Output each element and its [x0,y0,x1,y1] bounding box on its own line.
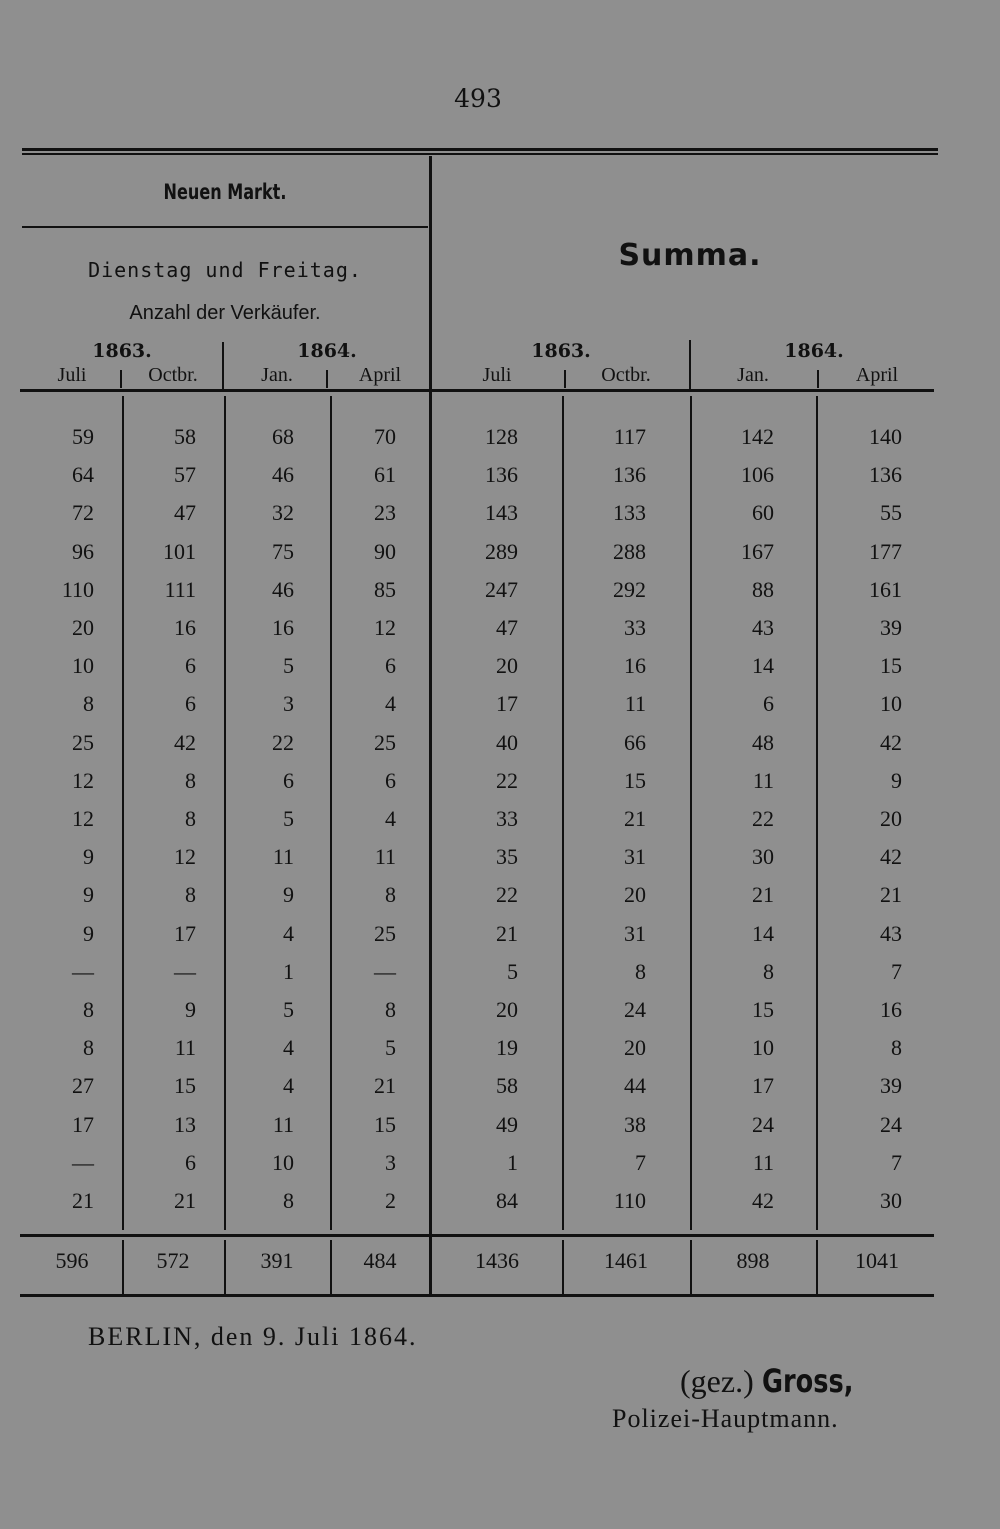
table-cell: 142 [741,424,774,449]
table-cell: 288 [613,538,646,564]
table-cell: 12 [72,767,94,793]
table-cell: 11 [624,691,646,717]
table-cell: 9 [83,844,94,870]
table-cell: 10 [880,691,902,717]
table-cell: 42 [880,729,902,755]
table-cell: 16 [880,997,902,1022]
table-cell: 11 [752,1149,774,1175]
table-cell: 1 [507,1149,518,1175]
table-cell: 5 [283,806,294,831]
table-cell: 128 [485,424,518,449]
table-cell: 6 [283,767,294,793]
table-cell: 47 [174,500,196,526]
table-cell: 101 [163,538,196,564]
month-label: April [358,364,402,386]
table-cell: 38 [624,1111,646,1137]
table-cell: 289 [485,538,518,564]
table-cell: 20 [624,882,646,908]
table-cell: 47 [496,615,518,640]
totals-top-rule [20,1234,934,1237]
table-cell: 42 [880,844,902,870]
table-cell: 17 [72,1111,94,1137]
table-cell: 25 [374,920,396,946]
table-cell: 40 [496,729,518,755]
table-cell: 4 [283,1073,294,1099]
table-cell: 8 [185,806,196,831]
month-divider [817,370,819,388]
table-cell: 30 [752,844,774,870]
place-date: BERLIN, den 9. Juli 1864. [88,1322,418,1351]
market-days: Dienstag und Freitag. [88,258,362,282]
table-cell: 292 [613,576,646,602]
table-cell: 136 [613,462,646,488]
table-cell: 60 [752,500,774,526]
table-cell: 20 [624,1035,646,1061]
table-cell: 17 [496,691,518,717]
table-cell: 9 [83,882,94,908]
table-cell: 5 [507,958,518,984]
table-cell: 17 [174,920,196,946]
table-cell: 13 [174,1111,196,1137]
table-cell: 5 [283,997,294,1022]
total-cell: 898 [736,1248,770,1273]
table-cell: 39 [880,615,902,640]
month-label: Juli [482,364,512,386]
table-cell: 9 [185,997,196,1022]
signature-line [680,1362,876,1400]
table-cell: 57 [174,462,196,488]
table-cell: 61 [374,462,396,488]
table-cell: 90 [374,538,396,564]
total-cell: 1436 [475,1248,519,1273]
month-label: Jan. [261,364,293,386]
table-cell: 11 [374,844,396,870]
table-cell: 6 [385,653,396,679]
table-cell: 6 [185,653,196,679]
table-cell: 7 [635,1149,646,1175]
table-cell: 136 [869,462,902,488]
table-cell: 19 [496,1035,518,1061]
table-cell: 20 [496,997,518,1022]
signer-title: Polizei-Hauptmann. [612,1404,839,1433]
year-divider [689,340,691,390]
header-divider [22,226,428,228]
table-cell: 4 [385,806,396,831]
table-cell: 111 [164,576,196,602]
table-cell: 9 [83,920,94,946]
table-cell: 23 [374,500,396,526]
table-cell: 75 [272,538,294,564]
table-cell: 4 [283,1035,294,1061]
table-cell: 167 [741,538,774,564]
table-cell: 2 [385,1188,396,1213]
year-label: 1863. [92,340,152,362]
table-cell: 15 [174,1073,196,1099]
table-cell: 106 [741,462,774,488]
table-cell: 3 [283,691,294,717]
table-cell: 12 [174,844,196,870]
table-cell: 22 [496,767,518,793]
table-cell: 10 [752,1035,774,1061]
month-divider [564,370,566,388]
month-label: Octbr. [601,364,651,386]
table-cell: 8 [83,1035,94,1061]
table-cell: 72 [72,500,94,526]
table-cell: 15 [374,1111,396,1137]
table-cell: 24 [880,1111,902,1137]
table-cell: 46 [272,576,294,602]
table-cell: 85 [374,576,396,602]
table-cell: 14 [752,653,774,679]
table-cell: 20 [880,806,902,831]
top-rule [22,148,938,151]
total-cell: 1461 [604,1248,648,1273]
table-cell: 10 [272,1149,294,1175]
table-cell: 64 [72,462,94,488]
month-label: Juli [57,364,87,386]
table-cell: 177 [869,538,902,564]
table-cell: 58 [496,1073,518,1099]
table-cell: 21 [374,1073,396,1099]
table-cell: 11 [174,1035,196,1061]
table-cell: 21 [72,1188,94,1213]
table-cell: 6 [185,1149,196,1175]
table-cell: 15 [880,653,902,679]
table-cell: 24 [624,997,646,1022]
table-cell: 6 [385,767,396,793]
table-cell: 8 [83,691,94,717]
table-cell: 140 [869,424,902,449]
month-divider [120,370,122,388]
table-cell: 4 [385,691,396,717]
table-cell: 11 [272,844,294,870]
totals-bottom-rule [20,1294,934,1297]
table-cell: 8 [185,767,196,793]
table-cell: 9 [283,882,294,908]
table-cell: 21 [496,920,518,946]
table-cell: — [72,1149,94,1175]
table-cell: 6 [763,691,774,717]
table-cell: 20 [72,615,94,640]
table-cell: 117 [613,424,646,449]
table-cell: 42 [174,729,196,755]
market-title: Neuen Markt. [163,180,287,204]
table-cell: 8 [635,958,646,984]
table-cell: 24 [752,1111,774,1137]
table-cell: 8 [763,958,774,984]
table-cell: 8 [385,997,396,1022]
main-divider [429,156,432,390]
month-label: Octbr. [148,364,198,386]
table-cell: — [72,958,94,984]
table-cell: 22 [496,882,518,908]
table-cell: 59 [72,424,94,449]
table-cell: 70 [374,424,396,449]
table-cell: 31 [624,844,646,870]
table-cell: 5 [385,1035,396,1061]
month-divider [326,370,328,388]
table-cell: 3 [385,1149,396,1175]
total-cell: 572 [156,1248,190,1273]
table-cell: 9 [891,767,902,793]
table-cell: 88 [752,576,774,602]
year-divider [222,342,224,390]
table-cell: 15 [624,767,646,793]
total-cell: 596 [55,1248,89,1273]
table-cell: 133 [613,500,646,526]
total-cell: 391 [260,1248,294,1273]
gez-label: (gez.) [680,1363,754,1399]
table-cell: 35 [496,844,518,870]
table-cell: 8 [283,1188,294,1213]
table-cell: 43 [752,615,774,640]
table-cell: 161 [869,576,902,602]
page-number: 493 [454,84,502,113]
table-cell: 7 [891,958,902,984]
table-cell: 17 [752,1073,774,1099]
top-rule-2 [22,153,938,155]
table-cell: — [174,958,196,984]
table-cell: 12 [72,806,94,831]
table-cell: — [374,958,396,984]
table-cell: 16 [174,615,196,640]
table-cell: 1 [283,958,294,984]
table-cell: 11 [752,767,774,793]
table-cell: 31 [624,920,646,946]
table-cell: 4 [283,920,294,946]
total-cell: 484 [363,1248,397,1273]
header-bottom-rule [20,389,934,392]
table-cell: 247 [485,576,518,602]
table-cell: 22 [752,806,774,831]
table-cell: 42 [752,1188,774,1213]
table-cell: 30 [880,1188,902,1213]
table-cell: 22 [272,729,294,755]
table-cell: 55 [880,500,902,526]
table-cell: 14 [752,920,774,946]
table-cell: 11 [272,1111,294,1137]
table-cell: 25 [72,729,94,755]
month-label: Jan. [737,364,769,386]
table-cell: 44 [624,1073,646,1099]
table-cell: 68 [272,424,294,449]
table-cell: 16 [272,615,294,640]
month-label: April [855,364,899,386]
table-cell: 20 [496,653,518,679]
table-cell: 33 [624,615,646,640]
table-cell: 5 [283,653,294,679]
table-cell: 39 [880,1073,902,1099]
table-cell: 32 [272,500,294,526]
year-label: 1863. [531,340,591,362]
table-cell: 21 [880,882,902,908]
table-cell: 7 [891,1149,902,1175]
table-cell: 43 [880,920,902,946]
table-cell: 21 [624,806,646,831]
table-cell: 25 [374,729,396,755]
table-cell: 10 [72,653,94,679]
table-cell: 48 [752,729,774,755]
table-cell: 12 [374,615,396,640]
total-cell: 1041 [855,1248,899,1273]
table-cell: 21 [174,1188,196,1213]
table-cell: 143 [485,500,518,526]
table-cell: 33 [496,806,518,831]
table-cell: 46 [272,462,294,488]
table-cell: 8 [185,882,196,908]
table-cell: 96 [72,538,94,564]
table-cell: 15 [752,997,774,1022]
table-cell: 27 [72,1073,94,1099]
year-label: 1864. [784,340,844,362]
table-cell: 8 [891,1035,902,1061]
table-cell: 8 [83,997,94,1022]
signer-name: Gross, [761,1362,854,1400]
table-cell: 58 [174,424,196,449]
table-cell: 136 [485,462,518,488]
table-cell: 6 [185,691,196,717]
table-cell: 66 [624,729,646,755]
summa-title: Summa. [618,238,762,273]
table-cell: 16 [624,653,646,679]
table-cell: 49 [496,1111,518,1137]
table-cell: 110 [613,1188,646,1213]
seller-count-label: Anzahl der Verkäufer. [129,302,321,324]
table-cell: 21 [752,882,774,908]
table-cell: 84 [496,1188,518,1213]
table-cell: 110 [61,576,94,602]
year-label: 1864. [297,340,357,362]
table-cell: 8 [385,882,396,908]
